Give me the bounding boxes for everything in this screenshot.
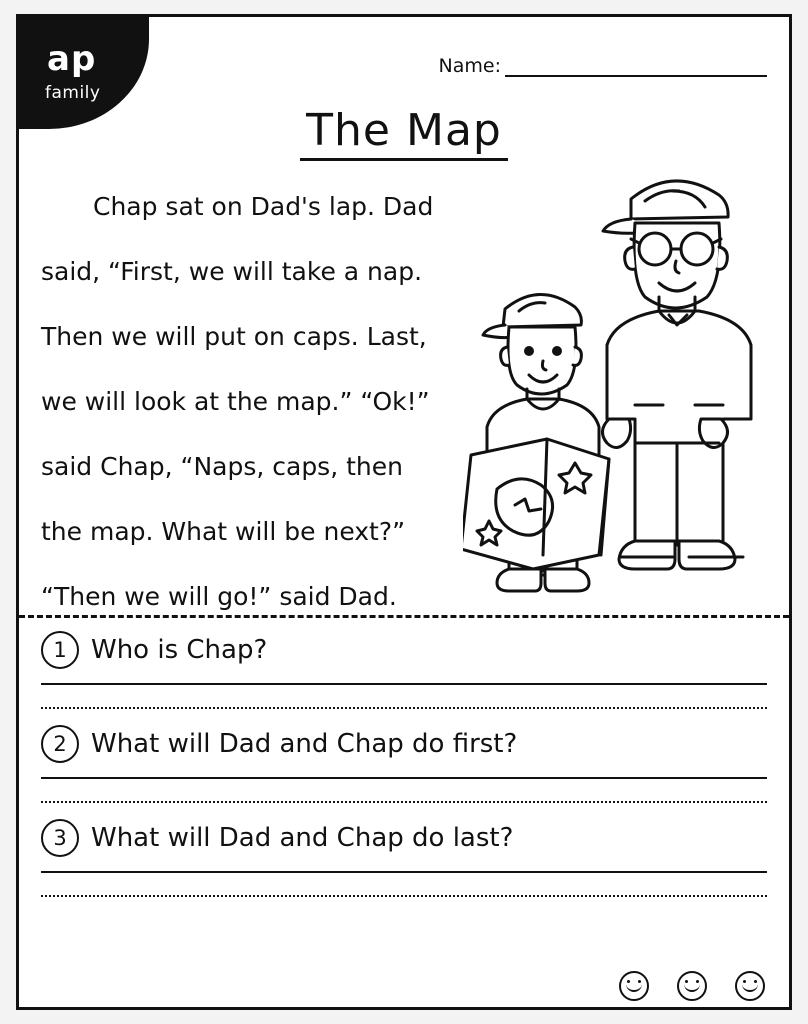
answer-line-dotted[interactable] — [41, 895, 767, 897]
illustration-svg — [463, 137, 783, 597]
question-text: Who is Chap? — [91, 635, 268, 665]
answer-line-solid[interactable] — [41, 871, 767, 873]
worksheet-sheet — [16, 14, 792, 1010]
question-text: What will Dad and Chap do first? — [91, 729, 518, 759]
smiley-face-icon[interactable] — [735, 971, 765, 1001]
question-row — [41, 819, 767, 857]
smiley-face-icon[interactable] — [677, 971, 707, 1001]
question-number: 2 — [41, 725, 79, 763]
answer-line-solid[interactable] — [41, 683, 767, 685]
page-title-text: The Map — [300, 105, 508, 161]
answer-line-solid[interactable] — [41, 777, 767, 779]
passage-line: we will look at the map.” “Ok!” — [41, 387, 430, 416]
answer-line-dotted[interactable] — [41, 801, 767, 803]
question-text: What will Dad and Chap do last? — [91, 823, 514, 853]
passage-line: Then we will put on caps. Last, — [41, 322, 427, 351]
reading-passage — [41, 175, 471, 630]
passage-line: Chap sat on Dad's lap. Dad — [93, 192, 434, 221]
name-input-blank[interactable] — [505, 55, 767, 77]
question-number: 1 — [41, 631, 79, 669]
passage-line: the map. What will be next?” — [41, 517, 406, 546]
passage-line: said, “First, we will take a nap. — [41, 257, 423, 286]
answer-line-dotted[interactable] — [41, 707, 767, 709]
passage-line: “Then we will go!” said Dad. — [41, 582, 397, 611]
name-field-label: Name: — [438, 55, 501, 77]
question-block — [41, 819, 767, 897]
smiley-face-icon[interactable] — [619, 971, 649, 1001]
question-row — [41, 631, 767, 669]
section-divider — [19, 615, 789, 618]
badge-main-label: ap — [47, 39, 97, 79]
word-family-badge — [19, 17, 149, 129]
badge-sub-label: family — [45, 83, 101, 103]
two-characters-with-map-illustration — [463, 137, 783, 597]
name-field-row[interactable] — [439, 55, 767, 77]
self-rating-smileys[interactable] — [619, 971, 765, 1001]
question-block — [41, 631, 767, 709]
question-number: 3 — [41, 819, 79, 857]
passage-line: said Chap, “Naps, caps, then — [41, 452, 403, 481]
question-row — [41, 725, 767, 763]
question-block — [41, 725, 767, 803]
questions-section — [19, 631, 789, 913]
